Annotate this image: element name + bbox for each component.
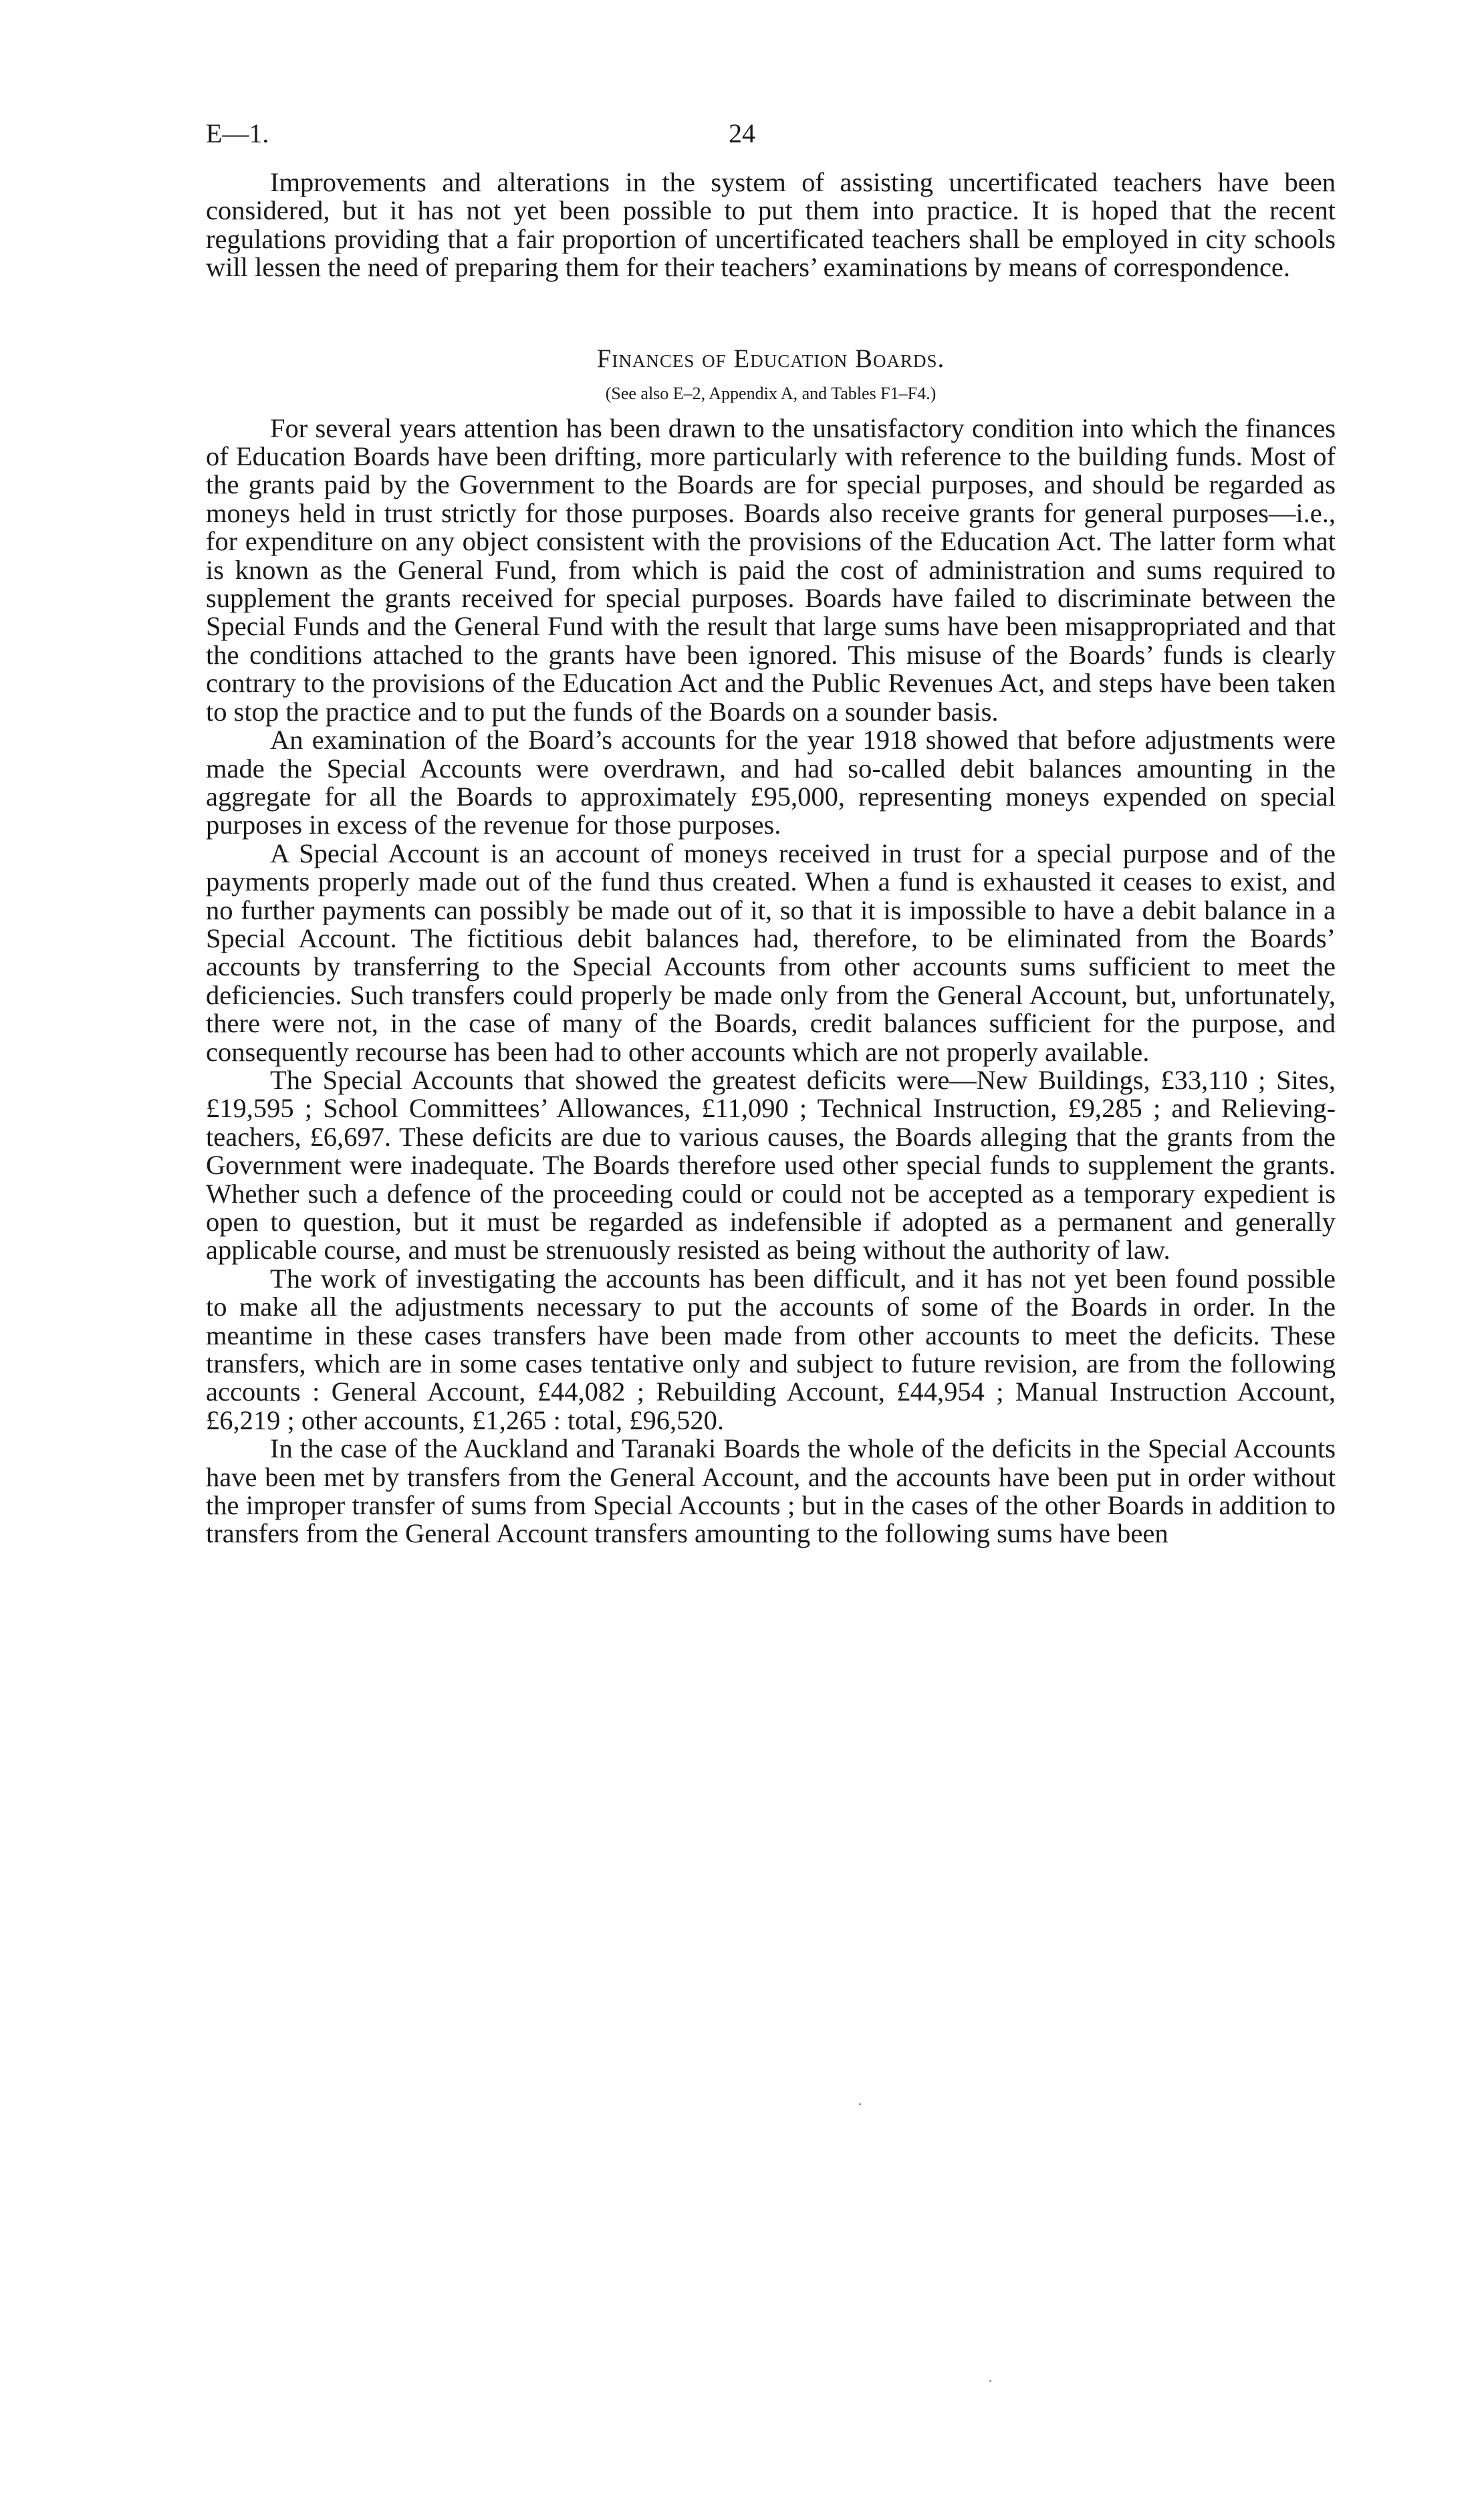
running-head <box>206 118 1278 158</box>
document-code: E—1. <box>206 118 269 148</box>
section-heading: Finances of Education Boards. <box>596 344 945 373</box>
paragraph: An examination of the Board’s accounts for the year 1918 showed that before adjustments were made the Special Accounts were overdrawn, and had so-called debit balances amounting in the aggregate for all the Boards to approximately £95,000, representing moneys expended on special purposes in excess of the revenue for those purposes. <box>206 725 1336 840</box>
paragraph: In the case of the Auckland and Taranaki Boards the whole of the deficits in the Special Accounts have been met by transfers from the General Account, and the accounts have been put in order without the improper transfer of sums from Special Accounts ; but in the cases of the other Boards in addition to transfers from the General Account transfers amounting to the following sums have been <box>206 1433 1336 1549</box>
paragraph: For several years attention has been drawn to the unsatisfactory condition into which the finances of Education Boards have been drifting, more particularly with reference to the building funds. Most of the grants paid by the Government to the Boards are for special purposes, and should be regarded as moneys held in trust strictly for those purposes. Boards also receive grants for general purposes—i.e., for expenditure on any object consistent with the provisions of the Education Act. The latter form what is known as the General Fund, from which is paid the cost of administration and sums required to supplement the grants received for special purposes. Boards have failed to discriminate between the Special Funds and the General Fund with the result that large sums have been misappropriated and that the conditions attached to the grants have been ignored. This misuse of the Boards’ funds is clearly contrary to the provisions of the Education Act and the Public Revenues Act, and steps have been taken to stop the practice and to put the funds of the Boards on a sounder basis. <box>206 412 1336 727</box>
page-number: 24 <box>729 118 755 148</box>
scan-speck <box>859 2103 861 2105</box>
paragraph: The work of investigating the accounts has been difficult, and it has not yet been found possible to make all the adjustments necessary to put the accounts of some of the Boards in order. In the meantime in these cases transfers have been made from other accounts to meet the deficits. These transfers, which are in some cases tentative only and subject to future revision, are from the following accounts : General Account, £44,082 ; Rebuilding Account, £44,954 ; Manual Instruction Account, £6,219 ; other accounts, £1,265 : total, £96,520. <box>206 1263 1336 1435</box>
scan-speck <box>989 2380 991 2382</box>
body-text <box>206 168 1336 1548</box>
paragraph: A Special Account is an account of moneys received in trust for a special purpose and of the payments properly made out of the fund thus created. When a fund is exhausted it ceases to exist, and no further payments can possibly be made out of it, so that it is impossible to have a debit balance in a Special Account. The fictitious debit balances had, therefore, to be eliminated from the Boards’ accounts by transferring to the Special Accounts from other accounts sums sufficient to meet the deficiencies. Such transfers could properly be made only from the General Account, but, unfortunately, there were not, in the case of many of the Boards, credit balances sufficient for the purpose, and consequently recourse has been had to other accounts which are not properly available. <box>206 838 1336 1067</box>
paragraph: The Special Accounts that showed the greatest deficits were—New Buildings, £33,110 ; Sites, £19,595 ; School Committees’ Allowances, £11,090 ; Technical Instruction, £9,285 ; and Relieving-teachers, £6,697. These deficits are due to various causes, the Boards alleging that the grants from the Government were inadequate. The Boards therefore used other special funds to supplement the grants. Whether such a defence of the proceeding could or could not be accepted as a temporary expedient is open to question, but it must be regarded as indefensible if adopted as a permanent and generally applicable course, and must be strenuously resisted as being without the authority of law. <box>206 1064 1336 1266</box>
section-subheading: (See also E–2, Appendix A, and Tables F1–F4.) <box>605 383 937 403</box>
paragraph-intro: Improvements and alterations in the system of assisting uncertificated teachers have been considered, but it has not yet been possible to put them into practice. It is hoped that the recent regulations providing that a fair proportion of uncertificated teachers shall be employed in city schools will lessen the need of preparing them for their teachers’ examinations by means of correspondence. <box>206 167 1336 283</box>
